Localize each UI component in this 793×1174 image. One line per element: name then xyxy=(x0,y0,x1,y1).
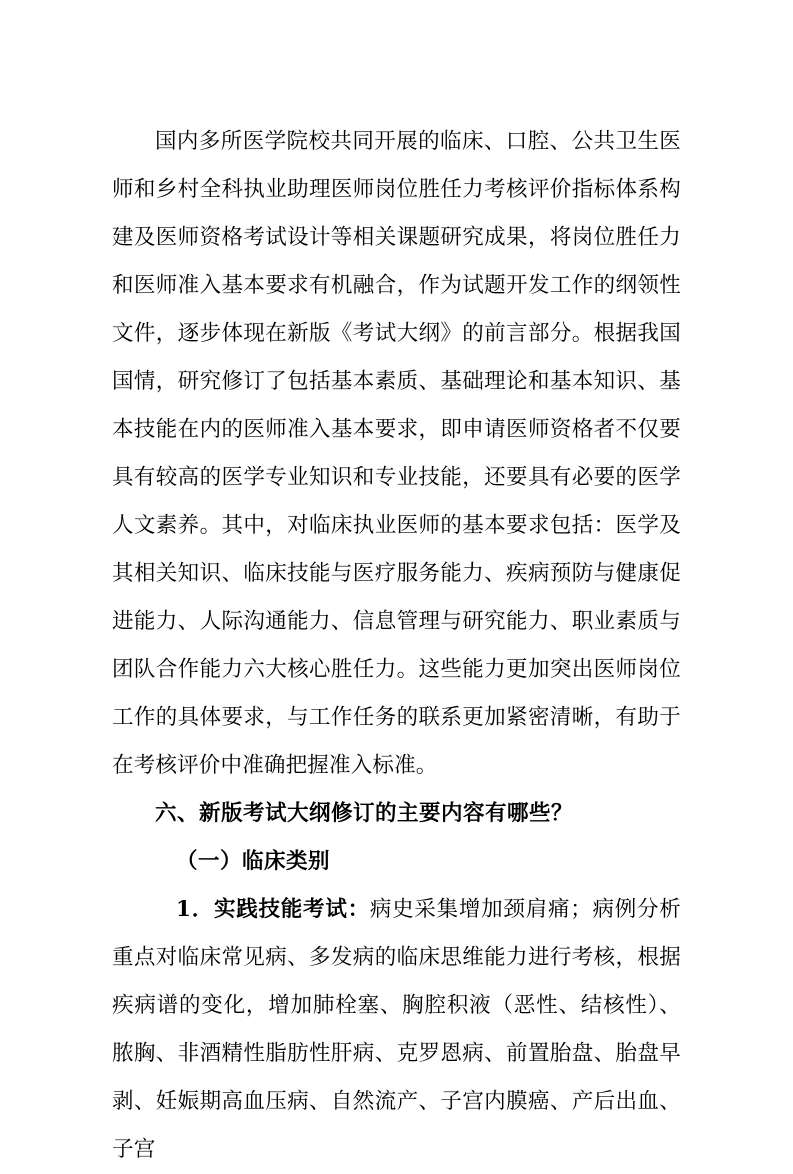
item-practical-skills-text: 病史采集增加颈肩痛；病例分析重点对临床常见病、多发病的临床思维能力进行考核，根据疾病谱的变化，增加肺栓塞、胸腔积液（恶性、结核性）、脓胸、非酒精性脂肪性肝病、克罗恩病、前置胎盘、胎盘早剥、妊娠期高血压病、自然流产、子宫内膜癌、产后出血、子宫 xyxy=(112,897,681,1162)
item-practical-skills-exam xyxy=(112,886,681,1174)
item-practical-skills-label: 1．实践技能考试： xyxy=(176,897,370,922)
document-body xyxy=(112,118,681,1174)
section-heading-six: 六、新版考试大纲修订的主要内容有哪些？ xyxy=(155,801,574,826)
subsection-heading-clinical-category: （一）临床类别 xyxy=(176,849,331,874)
paragraph-continuation: 国内多所医学院校共同开展的临床、口腔、公共卫生医师和乡村全科执业助理医师岗位胜任力考核评价指标体系构建及医师资格考试设计等相关课题研究成果，将岗位胜任力和医师准入基本要求有机融合，作为试题开发工作的纲领性文件，逐步体现在新版《考试大纲》的前言部分。根据我国国情，研究修订了包括基本素质、基础理论和基本知识、基本技能在内的医师准入基本要求，即申请医师资格者不仅要具有较高的医学专业知识和专业技能，还要具有必要的医学人文素养。其中，对临床执业医师的基本要求包括：医学及其相关知识、临床技能与医疗服务能力、疾病预防与健康促进能力、人际沟通能力、信息管理与研究能力、职业素质与团队合作能力六大核心胜任力。这些能力更加突出医师岗位工作的具体要求，与工作任务的联系更加紧密清晰，有助于在考核评价中准确把握准入标准。 xyxy=(112,129,681,778)
